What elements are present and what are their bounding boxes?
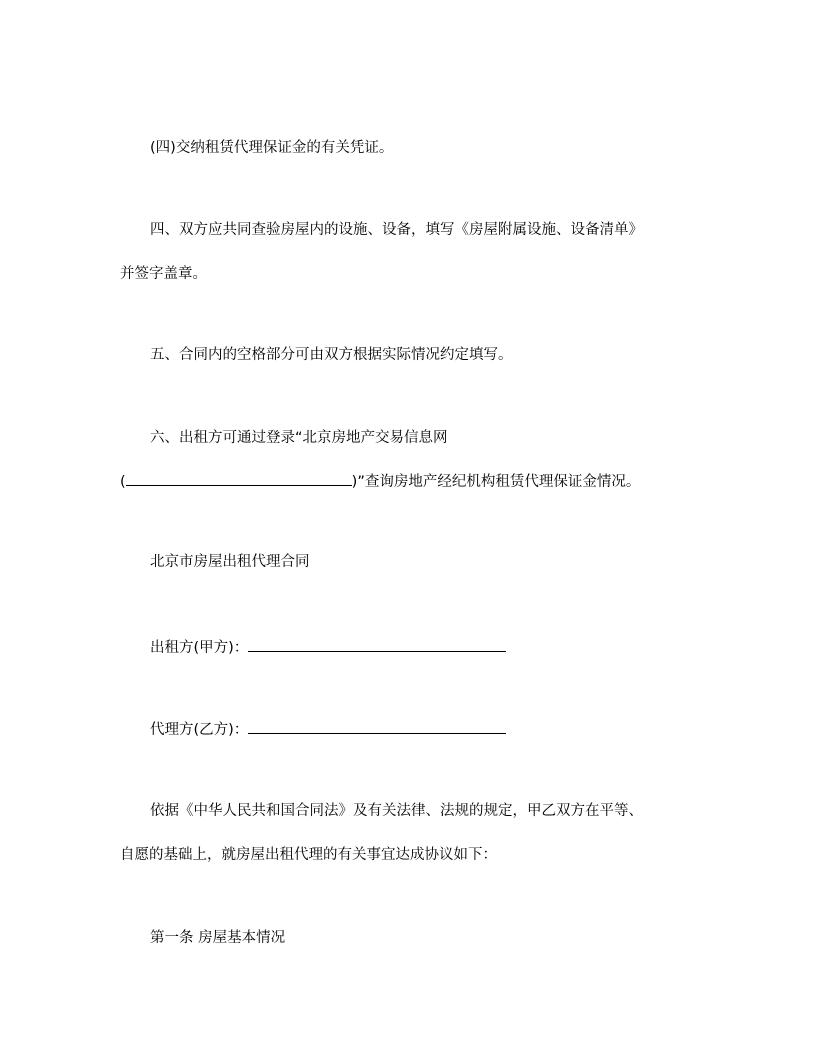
clause-6-line-2-tail: )”查询房地产经纪机构租赁代理保证金情况。 <box>351 474 641 490</box>
lessor-label: 出租方(甲方)： <box>150 640 249 656</box>
article-1-heading: 第一条 房屋基本情况 <box>150 930 286 946</box>
lessor-blank-line <box>248 637 506 652</box>
contract-title: 北京市房屋出租代理合同 <box>150 554 310 570</box>
clause-5-text: 五、合同内的空格部分可由双方根据实际情况约定填写。 <box>150 347 513 363</box>
clause-6-open-paren: ( <box>120 474 126 490</box>
lessor-field <box>150 637 506 658</box>
clause-6-line-1: 六、出租方可通过登录“北京房地产交易信息网 <box>150 430 448 446</box>
clause-4-line-2: 并签字盖章。 <box>120 266 207 282</box>
agent-blank-line <box>248 719 506 734</box>
clause-4-line-1: 四、双方应共同查验房屋内的设施、设备，填写《房屋附属设施、设备清单》 <box>150 222 643 238</box>
item-4-4-text: (四)交纳租赁代理保证金的有关凭证。 <box>150 140 394 156</box>
agent-field <box>150 719 506 740</box>
clause-6-line-2 <box>120 471 640 492</box>
preamble-line-2: 自愿的基础上，就房屋出租代理的有关事宜达成协议如下： <box>120 847 497 863</box>
preamble-line-1: 依据《中华人民共和国合同法》及有关法律、法规的规定，甲乙双方在平等、 <box>150 803 643 819</box>
agent-label: 代理方(乙方)： <box>150 722 249 738</box>
website-blank-line <box>126 471 352 486</box>
